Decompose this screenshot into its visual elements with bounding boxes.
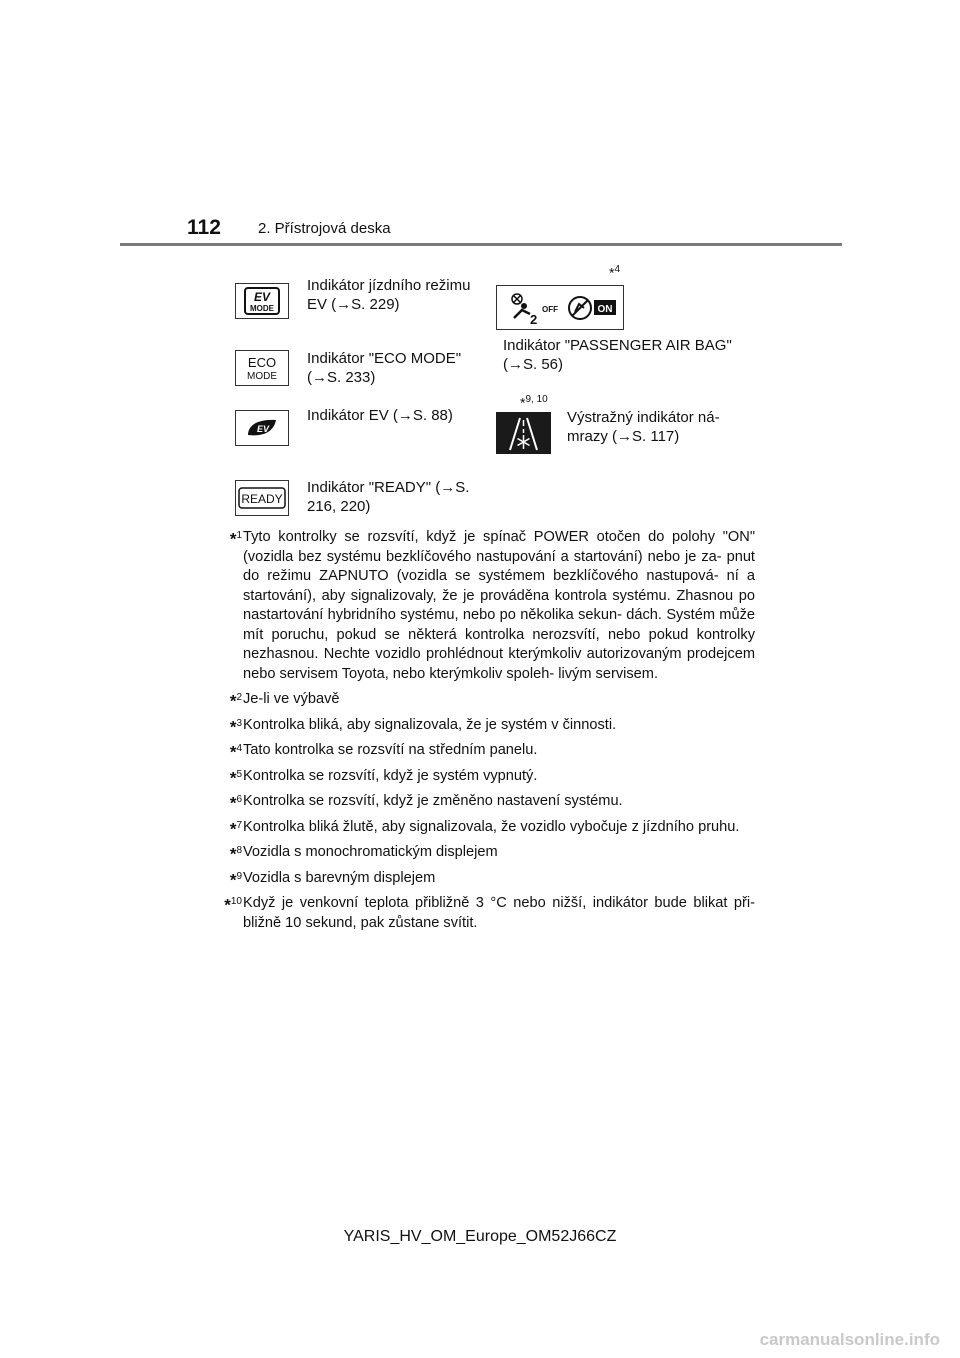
page-number: 112 <box>187 216 221 239</box>
passenger-airbag-label: Indikátor "PASSENGER AIR BAG" (→S. 56) <box>503 337 732 373</box>
ev-label: Indikátor EV (→S. 88) <box>307 407 453 424</box>
airbag-seat-number: 2 <box>530 311 538 327</box>
airbag-off-symbol <box>512 294 558 327</box>
snowflake-icon <box>518 435 530 449</box>
eco-mode-icon <box>235 350 289 386</box>
footnote-9: *$^9$ Vozidla s barevným displejem <box>229 869 436 890</box>
eco-mode-icon-text-top: ECO <box>247 355 277 370</box>
airbag-on-text: ON <box>597 303 613 315</box>
footnote-5: *$^5$ Kontrolka se rozsvítí, když je systém vypnutý. <box>229 767 538 788</box>
ev-indicator-icon-text: EV <box>256 424 270 434</box>
footnote-7: *$^7$ Kontrolka bliká žlutě, aby signalizovala, že vozidlo vybočuje z jízdního pruhu. <box>229 818 740 839</box>
footnote-2: *$^2$ Je-li ve výbavě <box>229 691 340 711</box>
ev-mode-icon-text-top: EV <box>253 290 271 304</box>
header-divider <box>120 243 842 246</box>
footnote-4: *$^4$ Tato kontrolka se rozsvítí na středním panelu. <box>229 742 538 762</box>
airbag-footnote-mark: *$^4$ <box>609 264 621 281</box>
airbag-on-symbol <box>569 297 616 319</box>
ev-mode-icon-text-bottom: MODE <box>250 304 274 313</box>
airbag-off-text: OFF <box>542 304 558 314</box>
watermark: carmanualsonline.info <box>759 1330 940 1349</box>
footnote-10: *$^{10}$ Když je venkovní teplota přibližně 3 °C nebo nižší, indikátor bude blikat při- bližně 10 sekund, pak zůstane svítit. <box>224 895 755 931</box>
document-code: YARIS_HV_OM_Europe_OM52J66CZ <box>343 1228 617 1245</box>
footnote-6: *$^6$ Kontrolka se rozsvítí, když je změněno nastavení systému. <box>229 793 623 813</box>
footnote-3: *$^3$ Kontrolka bliká, aby signalizovala, že je systém v činnosti. <box>229 716 617 737</box>
passenger-airbag-icon <box>496 285 624 330</box>
footnote-8: *$^8$ Vozidla s monochromatickým displejem <box>229 844 498 864</box>
frost-warning-icon <box>496 412 551 454</box>
ev-mode-icon <box>235 283 289 319</box>
section-title: 2. Přístrojová deska <box>258 220 391 237</box>
ready-icon <box>235 480 289 516</box>
footnote-1: *$^1$ Tyto kontrolky se rozsvítí, když je spínač POWER otočen do polohy "ON" (vozidla bez systému bezklíčového nastupování a startování) nebo je za- pnut do režimu ZAPNUTO (vozidla se systémem bezklíčového nastupová- ní a startování), aby signalizovaly, že je prováděna kontrola systému. Zhasnou po nastartování hybridního systému, nebo po několika sekun- dách. Systém může mít poruchu, pokud se některá kontrolka nerozsvítí, nebo pokud kontrolky nezhasnou. Nechte vozidlo prohlédnout kterýmkoliv autorizovaným prodejcem nebo servisem Toyota, nebo kterýmkoliv spoleh- livým servisem. <box>229 529 755 682</box>
footnotes <box>200 528 755 939</box>
frost-footnote-mark: *$^{9, 10}$ <box>520 394 548 411</box>
frost-warning-label: Výstražný indikátor ná- mrazy (→S. 117) <box>567 409 720 445</box>
ready-label: Indikátor "READY" (→S. 216, 220) <box>307 479 470 515</box>
ev-mode-label: Indikátor jízdního režimu EV (→S. 229) <box>307 277 471 313</box>
eco-mode-icon-text-bottom: MODE <box>247 371 277 382</box>
ev-indicator-icon <box>235 410 289 446</box>
eco-mode-label: Indikátor "ECO MODE" (→S. 233) <box>307 350 462 386</box>
ready-icon-text: READY <box>241 492 283 506</box>
